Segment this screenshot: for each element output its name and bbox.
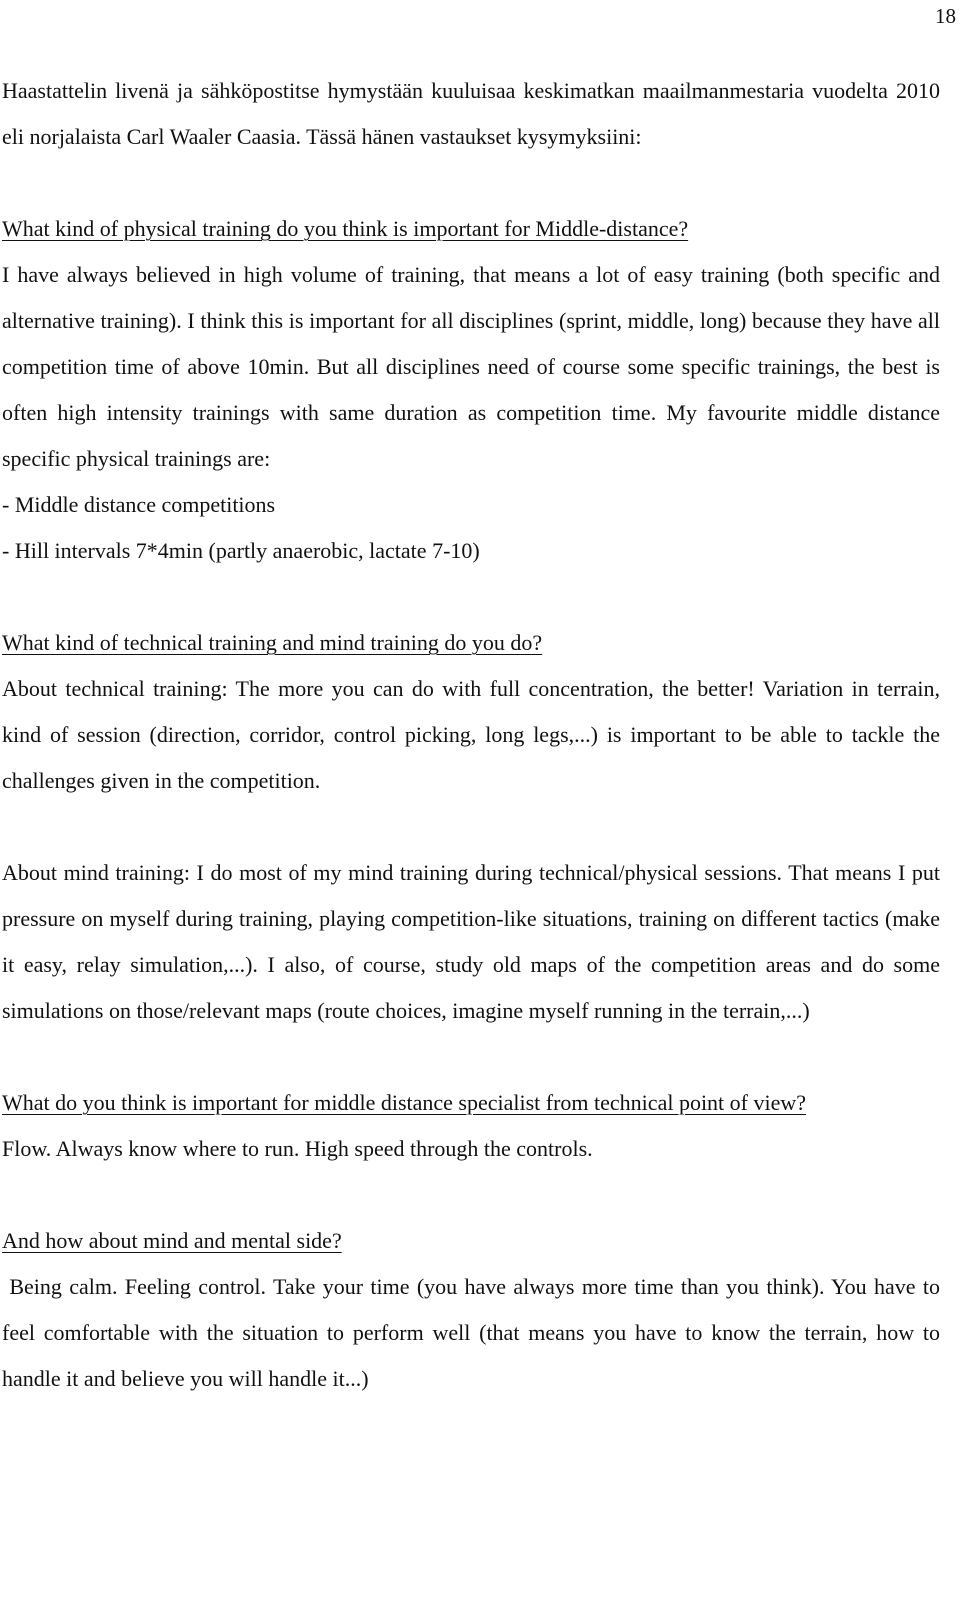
question-technical-point-of-view: What do you think is important for middle distance specialist from technical point of view? bbox=[2, 1090, 807, 1115]
answer-technical-point-of-view: Flow. Always know where to run. High speed through the controls. bbox=[2, 1136, 593, 1161]
question-physical-training: What kind of physical training do you think is important for Middle-distance? bbox=[2, 216, 689, 241]
spacer bbox=[2, 1172, 940, 1218]
page-number: 18 bbox=[935, 4, 956, 28]
intro-paragraph: Haastattelin livenä ja sähköpostitse hymystään kuuluisaa keskimatkan maailmanmestaria vuodelta 2010 eli norjalaista Carl Waaler Caasia. Tässä hänen vastaukset kysymyksiini: bbox=[2, 78, 940, 149]
spacer bbox=[2, 804, 940, 850]
list-item: - Hill intervals 7*4min (partly anaerobic, lactate 7-10) bbox=[2, 538, 480, 563]
answer-mind-training: About mind training: I do most of my mind training during technical/physical sessions. That means I put pressure on myself during training, playing competition-like situations, training on different tactics (make it easy, relay simulation,...). I also, of course, study old maps of the competition areas and do some simulations on those/relevant maps (route choices, imagine myself running in the terrain,...) bbox=[2, 860, 940, 1023]
answer-physical-training: I have always believed in high volume of training, that means a lot of easy training (both specific and alternative training). I think this is important for all disciplines (sprint, middle, long) because they have all competition time of above 10min. But all disciplines need of course some specific trainings, the best is often high intensity trainings with same duration as competition time. My favourite middle distance specific physical trainings are: bbox=[2, 262, 940, 471]
list-item: - Middle distance competitions bbox=[2, 492, 276, 517]
spacer bbox=[2, 1034, 940, 1080]
question-technical-mind-training: What kind of technical training and mind training do you do? bbox=[2, 630, 543, 655]
document-body bbox=[2, 68, 946, 1402]
answer-technical-training: About technical training: The more you can do with full concentration, the better! Variation in terrain, kind of session (direction, corridor, control picking, long legs,...) is important to be able to tackle the challenges given in the competition. bbox=[2, 676, 940, 793]
spacer bbox=[2, 160, 940, 206]
spacer bbox=[2, 574, 940, 620]
answer-mind-mental-side: Being calm. Feeling control. Take your time (you have always more time than you think). You have to feel comfortable with the situation to perform well (that means you have to know the terrain, how to handle it and believe you will handle it...) bbox=[2, 1274, 946, 1391]
question-mind-mental-side: And how about mind and mental side? bbox=[2, 1228, 342, 1253]
